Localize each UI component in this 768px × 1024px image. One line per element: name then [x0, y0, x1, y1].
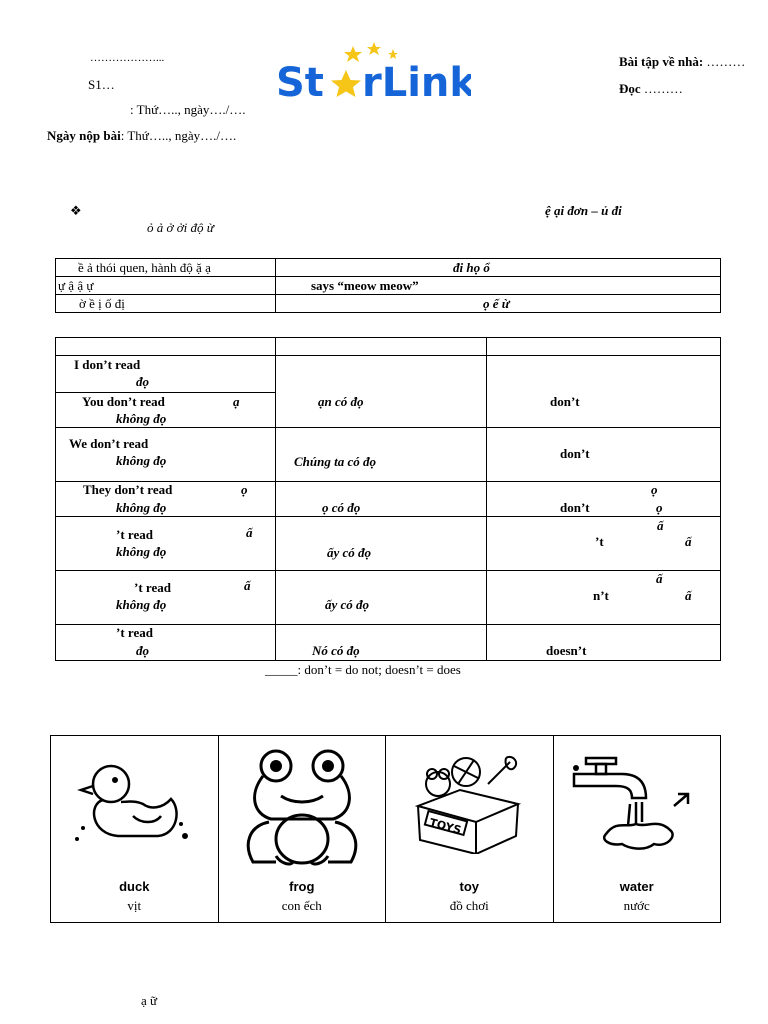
usage-cell: ề ả thói quen, hành độ ặ ạ	[78, 260, 211, 275]
aux-meaning: ấ	[685, 534, 692, 549]
vocab-meaning: con ếch	[281, 898, 322, 913]
question-form: ấy có đọ	[327, 545, 372, 560]
homework-label: Bài tập về nhà:	[619, 54, 704, 69]
aux-meaning: ấ	[657, 518, 664, 533]
note-blank: _____	[265, 662, 298, 677]
aux-meaning: ọ	[656, 500, 663, 515]
vocab-word: toy	[459, 879, 479, 894]
auxiliary: don’t	[560, 446, 590, 461]
vocab-card	[51, 736, 219, 922]
neg-example: You don’t read	[82, 394, 165, 409]
homework-line	[619, 54, 745, 70]
question-form: Chúng ta có đọ	[294, 454, 376, 469]
aux-meaning: ọ	[651, 482, 658, 497]
student-name-line: ………………...	[90, 52, 165, 64]
neg-meaning: không đọ	[116, 453, 167, 468]
table-row	[56, 571, 721, 625]
reading-label: Đọc	[619, 81, 641, 96]
usage-cell: ọ ế ừ	[483, 296, 510, 311]
neg-example: ’t read	[134, 580, 171, 595]
usage-row	[56, 277, 721, 295]
frog-icon	[231, 744, 373, 872]
table-row	[56, 517, 721, 571]
auxiliary: don’t	[560, 500, 590, 515]
neg-meaning: ạ	[233, 394, 240, 409]
question-form: ọ có đọ	[322, 500, 361, 515]
neg-example: They don’t read	[83, 482, 173, 497]
vocab-word: frog	[289, 879, 315, 894]
auxiliary: ’t	[595, 534, 604, 549]
neg-meaning: đọ	[136, 374, 149, 389]
auxiliary: n’t	[593, 588, 609, 603]
class-line: S1…	[88, 77, 115, 92]
usage-table	[55, 258, 721, 313]
usage-row	[56, 295, 721, 313]
table-header-row	[56, 338, 721, 356]
table-row	[56, 428, 721, 482]
aux-meaning: ấ	[685, 588, 692, 603]
svg-text:TOYS: TOYS	[427, 815, 463, 837]
neg-meaning: ọ	[241, 482, 248, 497]
vocab-word: water	[619, 879, 654, 894]
neg-meaning: không đọ	[116, 544, 167, 559]
homework-value: ………	[703, 54, 746, 69]
water-tap-icon	[566, 744, 708, 854]
vocab-word: duck	[119, 879, 150, 894]
usage-cell: ờ ề ị ố đị	[79, 296, 125, 311]
study-date: : Thứ….., ngày…./….	[130, 102, 246, 117]
intro-line-1: ệ ại đơn – ủ đi	[545, 203, 622, 218]
table-row	[56, 356, 721, 428]
neg-example: We don’t read	[69, 436, 149, 451]
vocab-card	[219, 736, 387, 922]
logo-star-icon	[331, 70, 361, 97]
logo-text-start: St	[276, 60, 324, 104]
intro-line-2: ỏ ả ở ởi độ ừ	[147, 220, 214, 235]
neg-meaning: không đọ	[116, 597, 167, 612]
question-form: ấy có đọ	[325, 597, 370, 612]
negative-form-table	[55, 337, 721, 661]
due-value: : Thứ….., ngày…./….	[120, 128, 237, 143]
table-row	[56, 625, 721, 661]
vocab-meaning: nước	[623, 898, 650, 913]
usage-cell: says “meow meow”	[311, 278, 419, 293]
vocab-meaning: đồ chơi	[449, 898, 489, 913]
usage-cell: ự ậ ậ ự	[58, 278, 94, 293]
neg-example: ’t read	[116, 625, 153, 640]
question-form: Nó có đọ	[312, 643, 360, 658]
logo-text-end: rLink	[362, 60, 471, 104]
auxiliary: doesn’t	[546, 643, 587, 658]
neg-meaning: không đọ	[116, 411, 167, 426]
usage-cell: đi họ ổ	[453, 260, 490, 275]
toy-box-icon	[398, 744, 540, 854]
neg-example: I don’t read	[74, 357, 141, 372]
auxiliary: don’t	[550, 394, 580, 409]
neg-meaning: không đọ	[116, 500, 167, 515]
neg-meaning: đọ	[136, 643, 149, 658]
due-date	[47, 128, 236, 144]
due-label: Ngày nộp bài	[47, 128, 121, 143]
neg-meaning: ấ	[244, 578, 251, 593]
duck-icon	[63, 744, 205, 854]
reading-value: ………	[640, 81, 683, 96]
table-row	[56, 482, 721, 517]
reading-line	[619, 81, 683, 97]
aux-meaning: ấ	[656, 571, 663, 586]
bullet-icon: ❖	[70, 203, 82, 218]
vocab-card	[554, 736, 721, 922]
footer-text: ạ ữ	[141, 993, 158, 1008]
note-text: : don’t = do not; doesn’t = does	[297, 662, 461, 677]
usage-row	[56, 259, 721, 277]
vocab-card-grid	[50, 735, 721, 923]
starlink-logo	[276, 42, 471, 104]
neg-example: ’t read	[116, 527, 153, 542]
neg-meaning: ấ	[246, 525, 253, 540]
vocab-card	[386, 736, 554, 922]
vocab-meaning: vịt	[127, 898, 142, 913]
question-form: ạn có đọ	[318, 394, 364, 409]
contraction-note	[265, 662, 461, 678]
